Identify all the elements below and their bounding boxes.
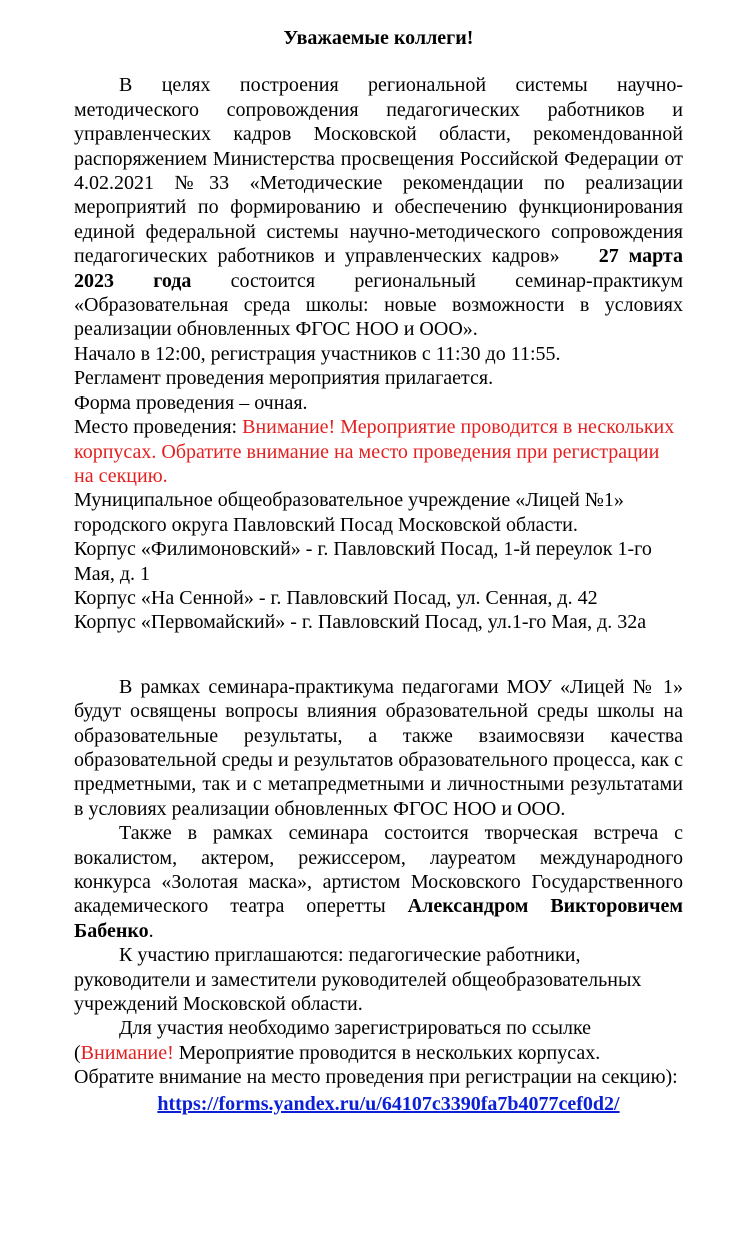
paragraph-gap — [74, 635, 683, 675]
registration-paragraph — [74, 1016, 683, 1089]
seminar-paragraph: В рамках семинара-практикума педагогами МОУ «Лицей № 1» будут освящены вопросы влияния образовательной среды школы на образовательные результаты, а также взаимосвязи качества образовательной среды и результатов образовательного процесса, как с предметными, так и с метапредметными и личностными результатами в условиях реализации обновленных ФГОС НОО и ООО. — [74, 675, 683, 820]
intro-paragraph — [74, 73, 683, 341]
intro-text-end: состоится региональный семинар-практикум «Образовательная среда школы: новые возможности в условиях реализации обновленных ФГОС НОО и ООО». — [74, 269, 683, 341]
venue-line — [74, 415, 683, 488]
building-filimonovsky: Корпус «Филимоновский» - г. Павловский Посад, 1-й переулок 1-го Мая, д. 1 — [74, 538, 652, 585]
intro-text: В целях построения региональной системы научно-методического сопровождения педагогических работников и управленческих кадров Московской области, рекомендованной распоряжением Министерства просвещения Российской Федерации от 4.02.2021 №33 «Методические рекомендации по реализации мероприятий по формированию и обеспечению функционирования единой федеральной системы научно-методического сопровождения педагогических работников и управленческих кадров» — [74, 74, 683, 268]
meeting-text-end: . — [148, 919, 154, 942]
building-pervomaysky: Корпус «Первомайский» - г. Павловский Посад, ул.1-го Мая, д. 32а — [74, 611, 647, 634]
start-time-line: Начало в 12:00, регистрация участников с 11:30 до 11:55. — [74, 342, 561, 365]
event-date: 27 марта 2023 года — [74, 245, 684, 292]
building-na-sennoy: Корпус «На Сенной» - г. Павловский Посад, ул. Сенная, д. 42 — [74, 586, 598, 609]
format-line: Форма проведения – очная. — [74, 391, 308, 414]
regulation-line: Регламент проведения мероприятия прилагается. — [74, 367, 494, 390]
registration-link[interactable]: https://forms.yandex.ru/u/64107c3390fa7b4077cef0d2/ — [157, 1092, 620, 1115]
guest-name: Александром Викторовичем Бабенко — [74, 895, 683, 942]
letter-greeting: Уважаемые коллеги! — [283, 27, 474, 49]
venue-warning: Внимание! Мероприятие проводится в нескольких корпусах. Обратите внимание на место проведения при регистрации на секцию. — [74, 416, 675, 487]
registration-text-end: Мероприятие проводится в нескольких корпусах. Обратите внимание на место проведения при регистрации на секцию): — [74, 1041, 678, 1089]
invited-paragraph: К участию приглашаются: педагогические работники, руководители и заместители руководителей общеобразовательных учреждений Московской области. — [74, 944, 642, 1016]
registration-warning: Внимание! — [80, 1041, 174, 1064]
registration-link-line — [74, 1092, 683, 1116]
meeting-paragraph — [74, 821, 683, 943]
registration-text: Для участия необходимо зарегистрироваться по ссылке ( — [74, 1017, 592, 1064]
venue-label: Место проведения: — [74, 416, 238, 439]
institution-line: Муниципальное общеобразовательное учреждение «Лицей №1» городского округа Павловский Посад Московской области. — [74, 489, 624, 536]
meeting-text: Также в рамках семинара состоится творческая встреча с вокалистом, актером, режиссером, лауреатом международного конкурса «Золотая маска», артистом Московского Государственного академического театра оперетты — [74, 822, 683, 918]
